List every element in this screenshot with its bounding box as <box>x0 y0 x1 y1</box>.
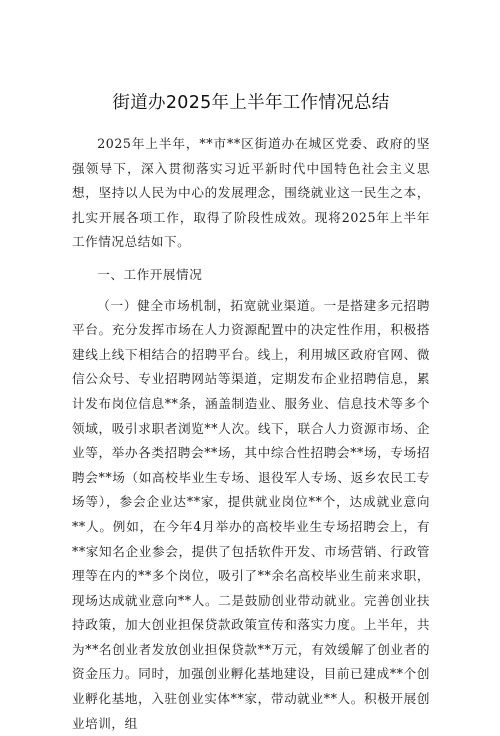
document-title: 街道办2025年上半年工作情况总结 <box>112 93 390 113</box>
section-body-paragraph: （一）健全市场机制，拓宽就业渠道。一是搭建多元招聘平台。充分发挥市场在人力资源配置中的决定性作用，积极搭建线上线下相结合的招聘平台。线上，利用城区政府官网、微信公众号、专业招聘网站等渠道，定期发布企业招聘信息，累计发布岗位信息**条，涵盖制造业、服务业、信息技术等多个领域，吸引求职者浏览**人次。线下，联合人力资源市场、企业等，举办各类招聘会**场，其中综合性招聘会**场，专场招聘会**场（如高校毕业生专场、退役军人专场、返乡农民工专场等），参会企业达**家，提供就业岗位**个，达成就业意向**人。例如，在今年4月举办的高校毕业生专场招聘会上，有**家知名企业参会，提供了包括软件开发、市场营销、行政管理等在内的**多个岗位，吸引了**余名高校毕业生前来求职，现场达成就业意向**人。二是鼓励创业带动就业。完善创业扶持政策，加大创业担保贷款政策宣传和落实力度。上半年，共为**名创业者发放创业担保贷款**万元，有效缓解了创业者的资金压力。同时，加强创业孵化基地建设，目前已建成**个创业孵化基地，入驻创业实体**家，带动就业**人。积极开展创业培训，组 <box>72 297 430 731</box>
intro-paragraph: 2025年上半年，**市**区街道办在城区党委、政府的坚强领导下，深入贯彻落实习近平新时代中国特色社会主义思想，坚持以人民为中心的发展理念，围绕就业这一民生之本，扎实开展各项工作，取得了阶段性成效。现将2025年上半年工作情况总结如下。 <box>72 136 430 250</box>
section-heading: 一、工作开展情况 <box>97 266 203 282</box>
